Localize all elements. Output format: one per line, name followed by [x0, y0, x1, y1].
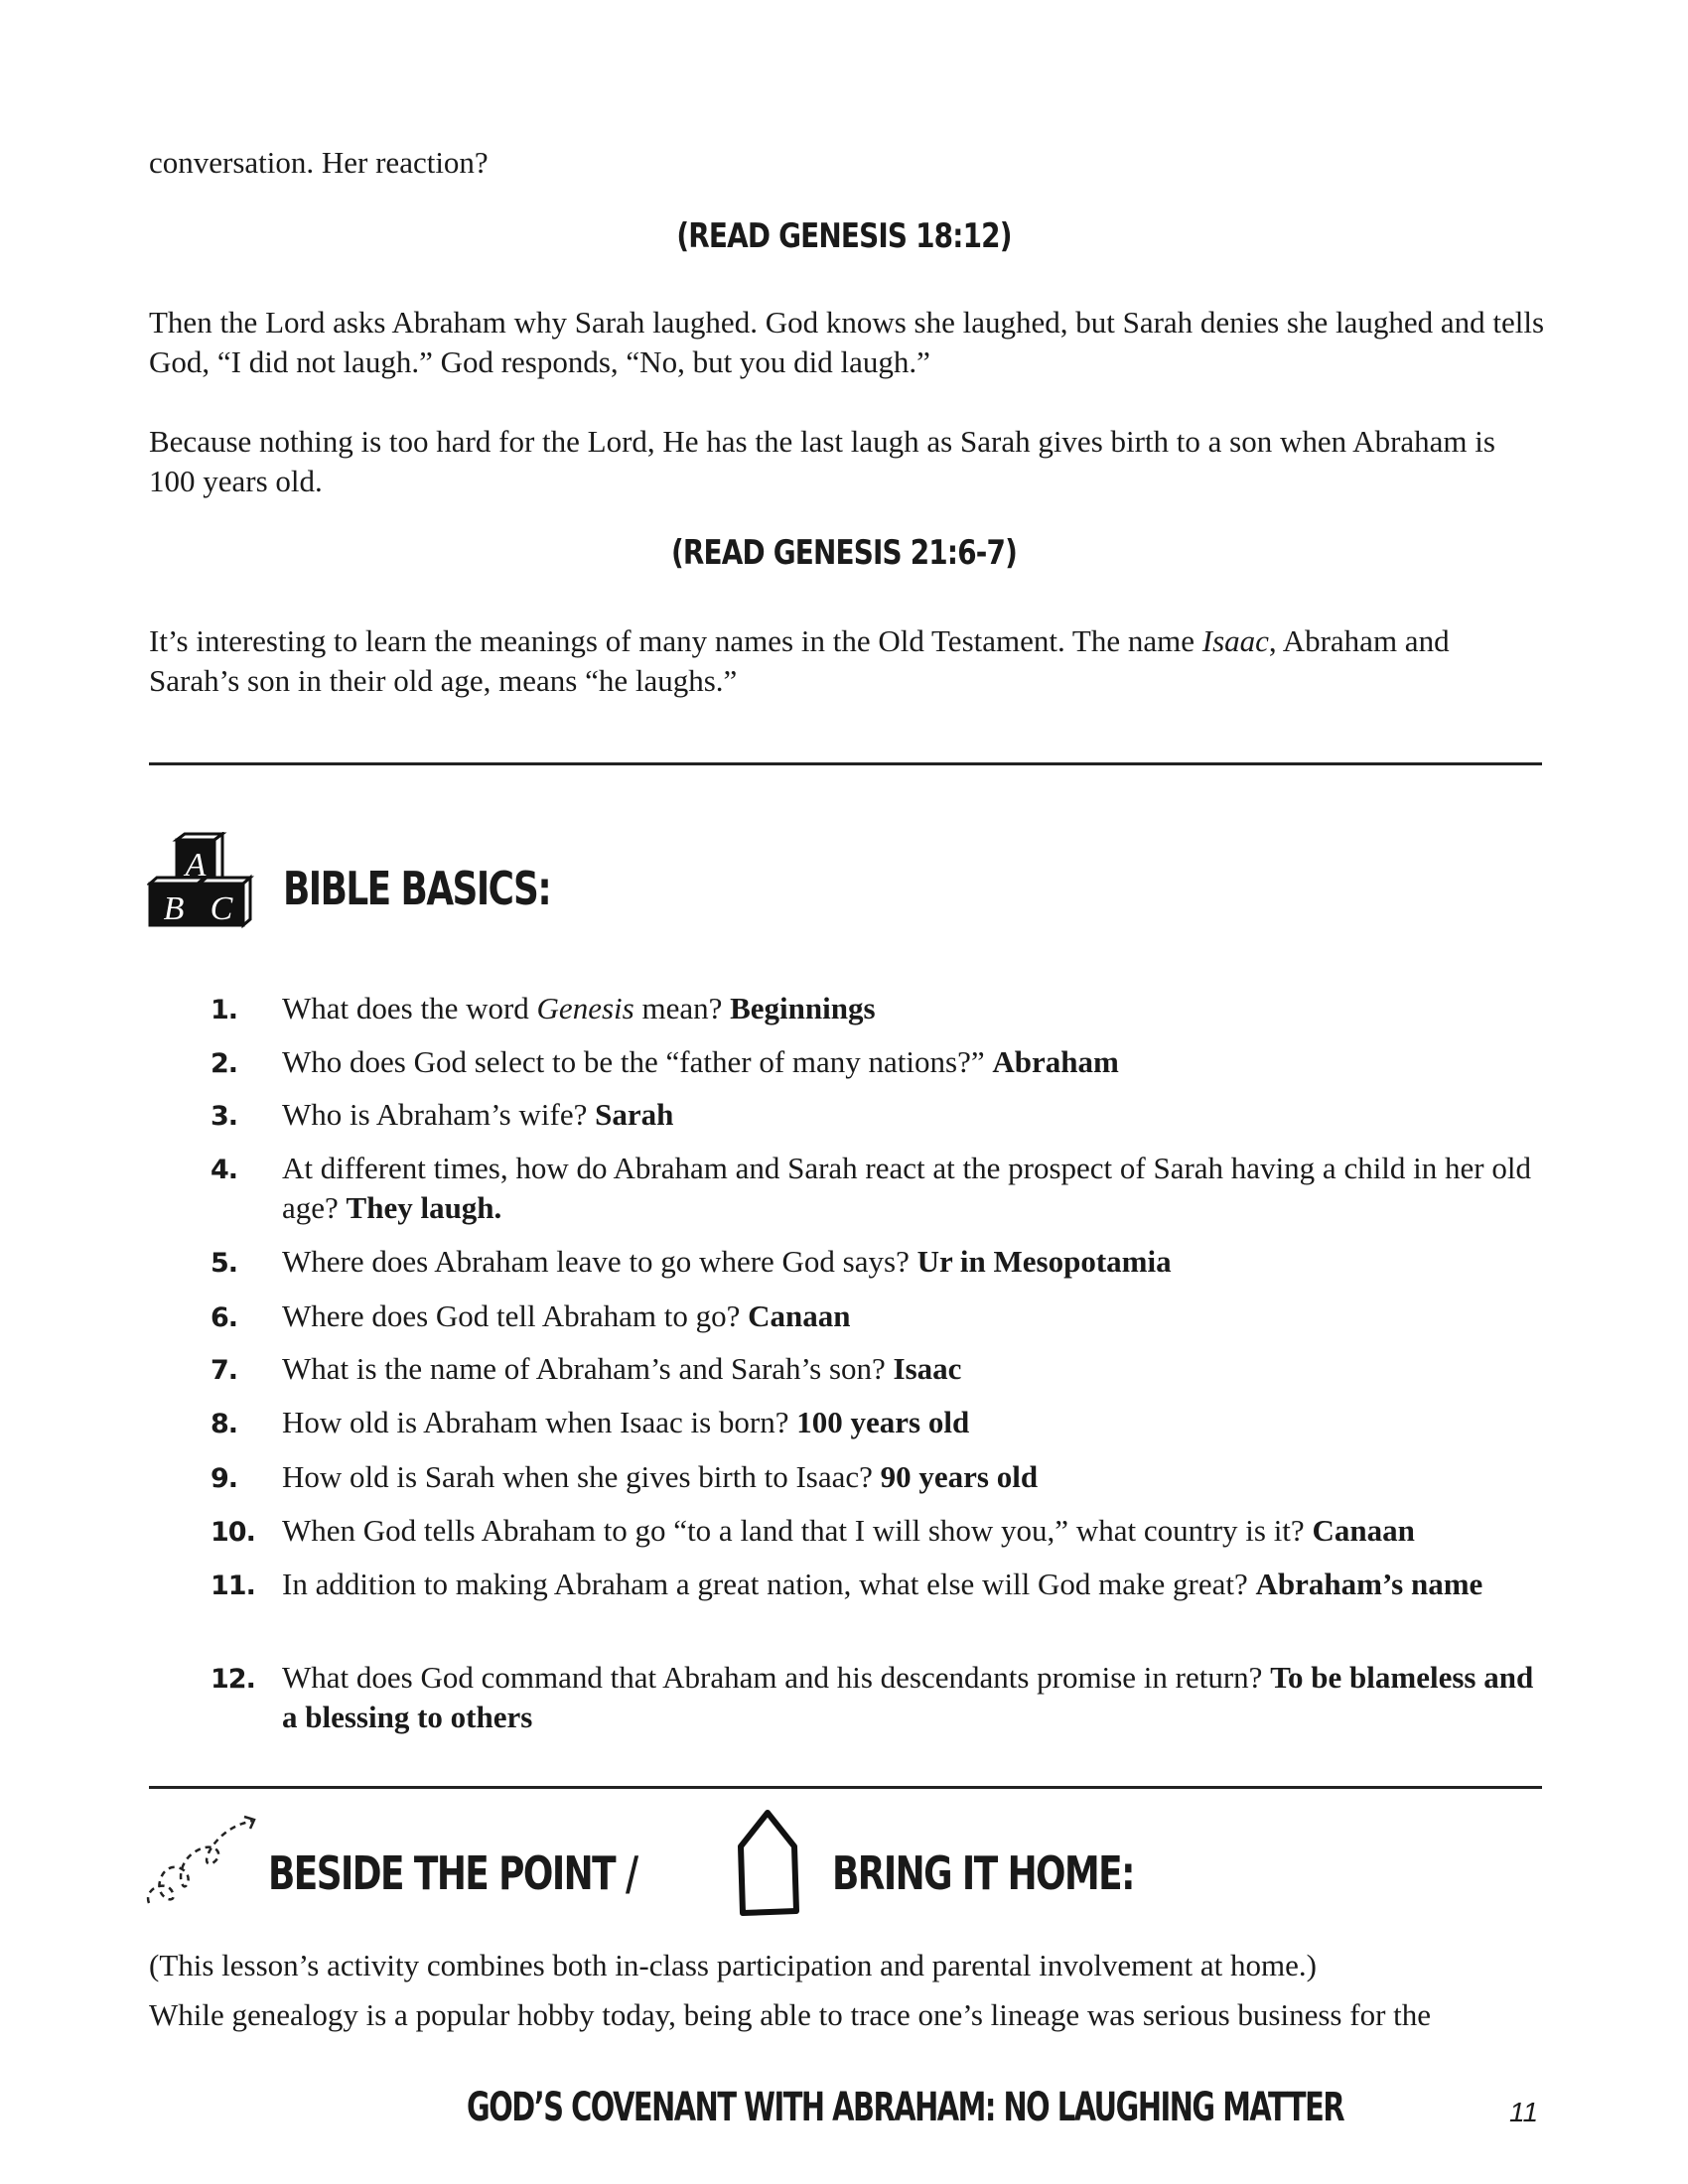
- paragraph: While genealogy is a popular hobby today, being able to trace one’s lineage was serious business for the: [149, 1997, 1432, 2032]
- question: What is the name of Abraham’s and Sarah’s son?: [282, 1351, 894, 1386]
- paragraph: Because nothing is too hard for the Lord, He has the last laugh as Sarah gives birth to a son when Abraham is 100 years old.: [149, 424, 1495, 498]
- answer: Canaan: [748, 1298, 851, 1333]
- item-number: 10.: [211, 1517, 255, 1548]
- item-number: 2.: [211, 1048, 238, 1079]
- text: It’s interesting to learn the meanings of many names in the Old Testament. The name: [149, 623, 1202, 658]
- item-text: [282, 1149, 1548, 1228]
- item-number: 6.: [211, 1302, 238, 1333]
- paragraph: Then the Lord asks Abraham why Sarah laughed. God knows she laughed, but Sarah denies she laughed and tells God, “I did not laugh.” God responds, “No, but you did laugh.”: [149, 305, 1545, 379]
- question: mean?: [633, 991, 731, 1025]
- svg-text:C: C: [210, 890, 233, 927]
- squiggle-arrow-icon: [143, 1809, 262, 1908]
- item-number: 9.: [211, 1463, 238, 1494]
- item-number: 5.: [211, 1248, 238, 1279]
- item-text: [282, 1042, 1548, 1082]
- paragraph: [149, 621, 1544, 701]
- question: What does God command that Abraham and his descendants promise in return?: [282, 1660, 1271, 1695]
- section-heading-bring-it-home: BRING IT HOME:: [832, 1846, 1134, 1900]
- italic-word: Genesis: [536, 991, 634, 1025]
- question: At different times, how do Abraham and Sarah react at the prospect of Sarah having a child in her old age?: [282, 1151, 1531, 1225]
- answer: Canaan: [1312, 1513, 1415, 1548]
- scripture-reference: (READ GENESIS 18:12): [676, 216, 1012, 256]
- item-number: 7.: [211, 1355, 238, 1386]
- abc-blocks-icon: [147, 832, 256, 929]
- answer: Isaac: [893, 1351, 962, 1386]
- section-heading-bible-basics: BIBLE BASICS:: [283, 862, 551, 915]
- item-text: [282, 1658, 1548, 1737]
- intro-line: conversation. Her reaction?: [149, 145, 489, 180]
- house-icon: [735, 1809, 804, 1918]
- answer: 90 years old: [880, 1459, 1039, 1494]
- question: Where does Abraham leave to go where God says?: [282, 1244, 917, 1279]
- answer: Sarah: [595, 1097, 674, 1132]
- item-number: 11.: [211, 1570, 255, 1601]
- page-number: 11: [1509, 2097, 1539, 2127]
- question: How old is Abraham when Isaac is born?: [282, 1405, 797, 1439]
- question: Where does God tell Abraham to go?: [282, 1298, 749, 1333]
- question: What does the word: [282, 991, 537, 1025]
- paragraph: (This lesson’s activity combines both in-class participation and parental involvement at home.): [149, 1948, 1317, 1982]
- answer: To be blameless and a blessing to others: [282, 1660, 1534, 1734]
- answer: Ur in Mesopotamia: [916, 1244, 1172, 1279]
- question: In addition to making Abraham a great nation, what else will God make great?: [282, 1567, 1256, 1601]
- italic-name: Isaac: [1201, 623, 1269, 658]
- item-text: [282, 1242, 1548, 1282]
- item-text: [282, 1297, 1548, 1336]
- item-text: [282, 1565, 1548, 1604]
- item-number: 1.: [211, 995, 238, 1025]
- question: How old is Sarah when she gives birth to Isaac?: [282, 1459, 881, 1494]
- question: When God tells Abraham to go “to a land that I will show you,” what country is it?: [282, 1513, 1313, 1548]
- item-number: 12.: [211, 1664, 255, 1695]
- item-number: 8.: [211, 1409, 238, 1439]
- item-number: 3.: [211, 1101, 238, 1132]
- divider: [149, 762, 1542, 765]
- answer: 100 years old: [796, 1405, 970, 1439]
- item-text: [282, 989, 1548, 1028]
- item-number: 4.: [211, 1155, 238, 1185]
- footer-title: GOD’S COVENANT WITH ABRAHAM: NO LAUGHING MATTER: [467, 2085, 1344, 2130]
- scripture-reference: (READ GENESIS 21:6-7): [670, 533, 1018, 573]
- item-text: [282, 1095, 1548, 1135]
- svg-text:A: A: [185, 847, 207, 884]
- section-heading-beside-the-point: BESIDE THE POINT /: [268, 1846, 637, 1900]
- answer: Abraham: [992, 1044, 1119, 1079]
- text: , Abraham and Sarah’s son in their old age, means “he laughs.”: [149, 623, 1450, 698]
- item-text: [282, 1511, 1548, 1551]
- answer: Abraham’s name: [1255, 1567, 1483, 1601]
- item-text: [282, 1457, 1548, 1497]
- item-text: [282, 1349, 1548, 1389]
- question: Who does God select to be the “father of many nations?”: [282, 1044, 993, 1079]
- item-text: [282, 1403, 1548, 1442]
- question: Who is Abraham’s wife?: [282, 1097, 596, 1132]
- answer: Beginnings: [730, 991, 876, 1025]
- divider: [149, 1786, 1542, 1789]
- svg-text:B: B: [163, 890, 185, 927]
- answer: They laugh.: [346, 1190, 502, 1225]
